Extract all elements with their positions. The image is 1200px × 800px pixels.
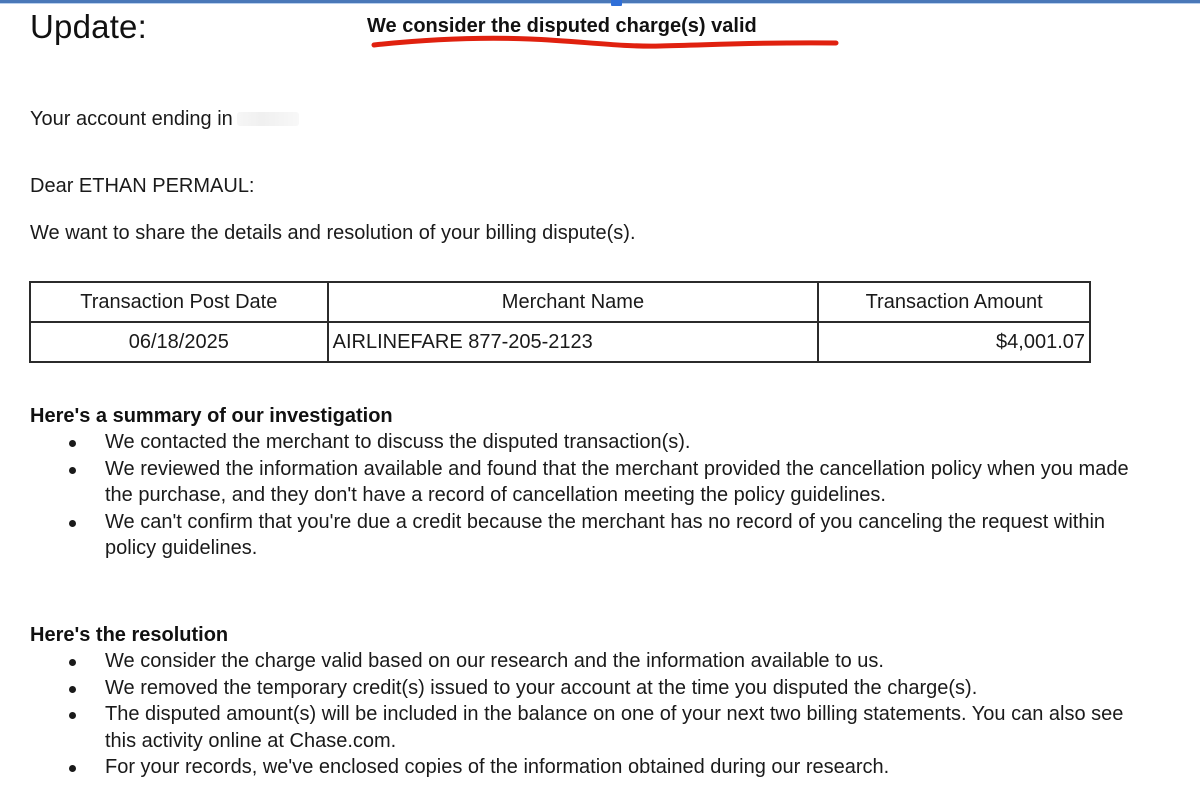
list-item-text: We removed the temporary credit(s) issued to your account at the time you disputed the charge(s). <box>105 676 978 699</box>
list-item <box>30 701 1180 754</box>
bullet-icon <box>69 467 76 474</box>
list-item <box>30 754 1180 781</box>
intro-paragraph: We want to share the details and resolution of your billing dispute(s). <box>30 222 636 244</box>
table-row <box>30 322 1090 362</box>
list-item <box>30 429 1180 456</box>
list-item <box>30 456 1180 509</box>
summary-list <box>30 429 1180 562</box>
column-header-post-date: Transaction Post Date <box>30 282 328 322</box>
dispute-headline: We consider the disputed charge(s) valid <box>367 15 757 37</box>
list-item <box>30 675 1180 702</box>
list-item-text: We reviewed the information available and found that the merchant provided the cancellation policy when you made the purchase, and they don't have a record of cancellation meeting the policy guidelines. <box>105 457 1129 506</box>
list-item-text: We consider the charge valid based on our research and the information available to us. <box>105 650 884 672</box>
redacted-account-number <box>237 112 299 126</box>
cell-merchant: AIRLINEFARE 877-205-2123 <box>328 322 819 362</box>
list-item-text: We can't confirm that you're due a credit because the merchant has no record of you canceling the request within policy guidelines. <box>105 510 1106 559</box>
selection-handle-icon[interactable] <box>611 0 622 6</box>
column-header-merchant: Merchant Name <box>328 282 819 322</box>
bullet-icon <box>69 712 76 719</box>
red-underline-annotation <box>370 33 840 55</box>
summary-heading: Here's a summary of our investigation <box>30 405 393 427</box>
list-item-text: For your records, we've enclosed copies of the information obtained during our research. <box>105 756 890 778</box>
top-border-rule <box>0 0 1200 4</box>
cell-amount: $4,001.07 <box>818 322 1090 362</box>
salutation: Dear ETHAN PERMAUL: <box>30 175 255 197</box>
list-item-text: The disputed amount(s) will be included in the balance on one of your next two billing statements. You can also see this activity online at Chase.com. <box>105 703 1124 752</box>
bullet-icon <box>69 440 76 447</box>
list-item <box>30 509 1180 562</box>
cell-post-date: 06/18/2025 <box>30 322 328 362</box>
bullet-icon <box>69 659 76 666</box>
account-line <box>30 108 299 131</box>
list-item-text: We contacted the merchant to discuss the disputed transaction(s). <box>105 431 691 453</box>
resolution-list <box>30 648 1180 781</box>
resolution-section <box>30 622 1180 781</box>
page-title: Update: <box>30 8 147 45</box>
transaction-table <box>29 281 1091 363</box>
list-item <box>30 648 1180 675</box>
investigation-summary <box>30 403 1180 562</box>
account-label: Your account ending in <box>30 108 233 130</box>
bullet-icon <box>69 765 76 772</box>
table-header-row <box>30 282 1090 322</box>
bullet-icon <box>69 686 76 693</box>
resolution-heading: Here's the resolution <box>30 624 229 646</box>
column-header-amount: Transaction Amount <box>818 282 1090 322</box>
bullet-icon <box>69 520 76 527</box>
